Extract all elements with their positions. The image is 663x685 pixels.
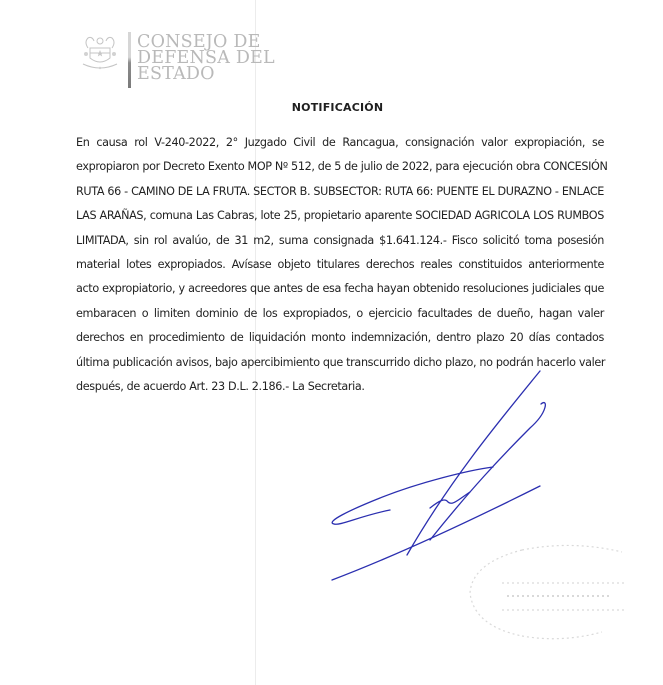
body-line: material lotes expropiados. Avísase objeto titulares derechos reales constituidos anteriormente [76, 257, 604, 271]
org-name-line-2: DEFENSA DEL [137, 48, 275, 68]
body-line: LIMITADA, sin rol avalúo, de 31 m2, suma consignada $1.641.124.- Fisco solicitó toma posesión [76, 233, 604, 247]
organization-name [137, 34, 275, 82]
body-line: acto expropiatorio, y acreedores que antes de esa fecha hayan obtenido resoluciones judiciales que [76, 282, 604, 296]
letterhead [78, 32, 275, 88]
body-line: LAS ARAÑAS, comuna Las Cabras, lote 25, propietario aparente SOCIEDAD AGRICOLA LOS RUMBOS [76, 209, 604, 223]
document-title: NOTIFICACIÓN [291, 101, 384, 115]
body-line: última publicación avisos, bajo apercibimiento que transcurrido dicho plazo, no podrán hacerlo valer [76, 355, 606, 369]
body-line: expropiaron por Decreto Exento MOP Nº 512, de 5 de julio de 2022, para ejecución obra CONCESIÓN [76, 160, 608, 174]
body-line: RUTA 66 - CAMINO DE LA FRUTA. SECTOR B. SUBSECTOR: RUTA 66: PUENTE EL DURAZNO - ENLACE [76, 184, 604, 198]
org-name-line-3: ESTADO [137, 64, 215, 84]
body-line: En causa rol V-240-2022, 2° Juzgado Civil de Rancagua, consignación valor expropiación, se [76, 136, 604, 149]
body-line: embaracen o limiten dominio de los expropiados, o ejercicio facultades de dueño, hagan valer [76, 306, 604, 320]
notification-body [76, 131, 608, 399]
body-line: derechos en procedimiento de liquidación monto indemnización, dentro plazo 20 días contados [76, 331, 604, 345]
body-line-last: después, de acuerdo Art. 23 D.L. 2.186.- La Secretaria. [76, 379, 365, 393]
chile-coat-of-arms-icon [78, 34, 122, 74]
org-name-line-1: CONSEJO DE [137, 32, 261, 52]
letterhead-divider [128, 32, 131, 88]
faded-seal-stamp-icon [462, 538, 662, 648]
